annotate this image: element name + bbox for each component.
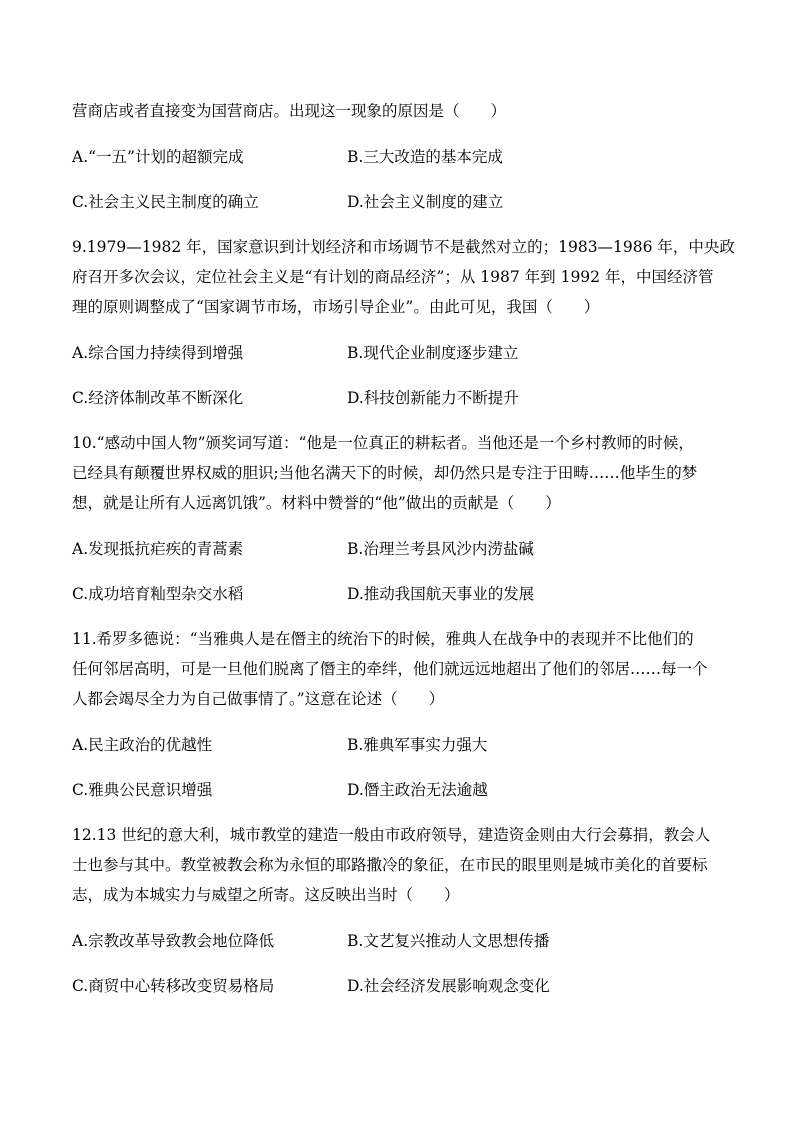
question-10-option-d: D.推动我国航天事业的发展 (347, 585, 535, 603)
question-10-line-2: 已经具有颠覆世界权威的胆识;当他名满天下的时候，却仍然只是专注于田畴……他毕生的梦 (72, 464, 698, 482)
question-12-line-2: 士也参与其中。教堂被教会称为永恒的耶路撒冷的象征，在市民的眼里则是城市美化的首要标 (72, 856, 708, 874)
question-11-option-a: A.民主政治的优越性 (72, 736, 213, 754)
question-12-option-c: C.商贸中心转移改变贸易格局 (72, 977, 275, 995)
question-10-line-3: 想，就是让所有人远离饥饿”。材料中赞誉的“他”做出的贡献是（ ） (72, 494, 561, 512)
question-10-line-1: 10.“感动中国人物”颁奖词写道：“他是一位真正的耕耘者。当他还是一个乡村教师的时候， (72, 434, 694, 452)
question-9-line-2: 府召开多次会议，定位社会主义是“有计划的商品经济”；从 1987 年到 1992 年，中国经济管 (72, 268, 714, 286)
question-12-line-1: 12.13 世纪的意大利，城市教堂的建造一般由市政府领导，建造资金则由大行会募捐，教会人 (72, 826, 711, 844)
question-9-line-1: 9.1979—1982 年，国家意识到计划经济和市场调节不是截然对立的；1983—1986 年，中央政 (72, 238, 735, 256)
question-12-option-b: B.文艺复兴推动人文思想传播 (347, 932, 550, 950)
question-9-option-d: D.科技创新能力不断提升 (347, 389, 519, 407)
question-11-option-b: B.雅典军事实力强大 (347, 736, 488, 754)
question-9-option-a: A.综合国力持续得到增强 (72, 344, 244, 362)
question-8-stem-tail: 营商店或者直接变为国营商店。出现这一现象的原因是（ ） (72, 102, 507, 120)
question-10-option-b: B.治理兰考县风沙内涝盐碱 (347, 540, 534, 558)
question-8-option-a: A.“一五”计划的超额完成 (72, 148, 244, 166)
question-8-option-d: D.社会主义制度的建立 (347, 193, 504, 211)
question-9-option-b: B.现代企业制度逐步建立 (347, 344, 519, 362)
question-10-option-c: C.成功培育籼型杂交水稻 (72, 585, 244, 603)
question-11-option-d: D.僭主政治无法逾越 (347, 781, 488, 799)
question-11-line-2: 任何邻居高明，可是一旦他们脱离了僭主的牵绊，他们就远远地超出了他们的邻居……每一个 (72, 660, 708, 678)
question-12-line-3: 志，成为本城实力与威望之所寄。这反映出当时（ ） (72, 886, 460, 904)
question-12-option-a: A.宗教改革导致教会地位降低 (72, 932, 275, 950)
question-11-option-c: C.雅典公民意识增强 (72, 781, 213, 799)
question-9-option-c: C.经济体制改革不断深化 (72, 389, 244, 407)
question-12-option-d: D.社会经济发展影响观念变化 (347, 977, 550, 995)
question-8-option-b: B.三大改造的基本完成 (347, 148, 503, 166)
question-11-line-1: 11.希罗多德说：“当雅典人是在僭主的统治下的时候，雅典人在战争中的表现并不比他们的 (72, 630, 694, 648)
question-9-line-3: 理的原则调整成了“国家调节市场，市场引导企业”。由此可见，我国（ ） (72, 298, 600, 316)
question-10-option-a: A.发现抵抗疟疾的青蒿素 (72, 540, 244, 558)
question-8-option-c: C.社会主义民主制度的确立 (72, 193, 259, 211)
question-11-line-3: 人都会竭尽全力为自己做事情了。”这意在论述（ ） (72, 690, 445, 708)
